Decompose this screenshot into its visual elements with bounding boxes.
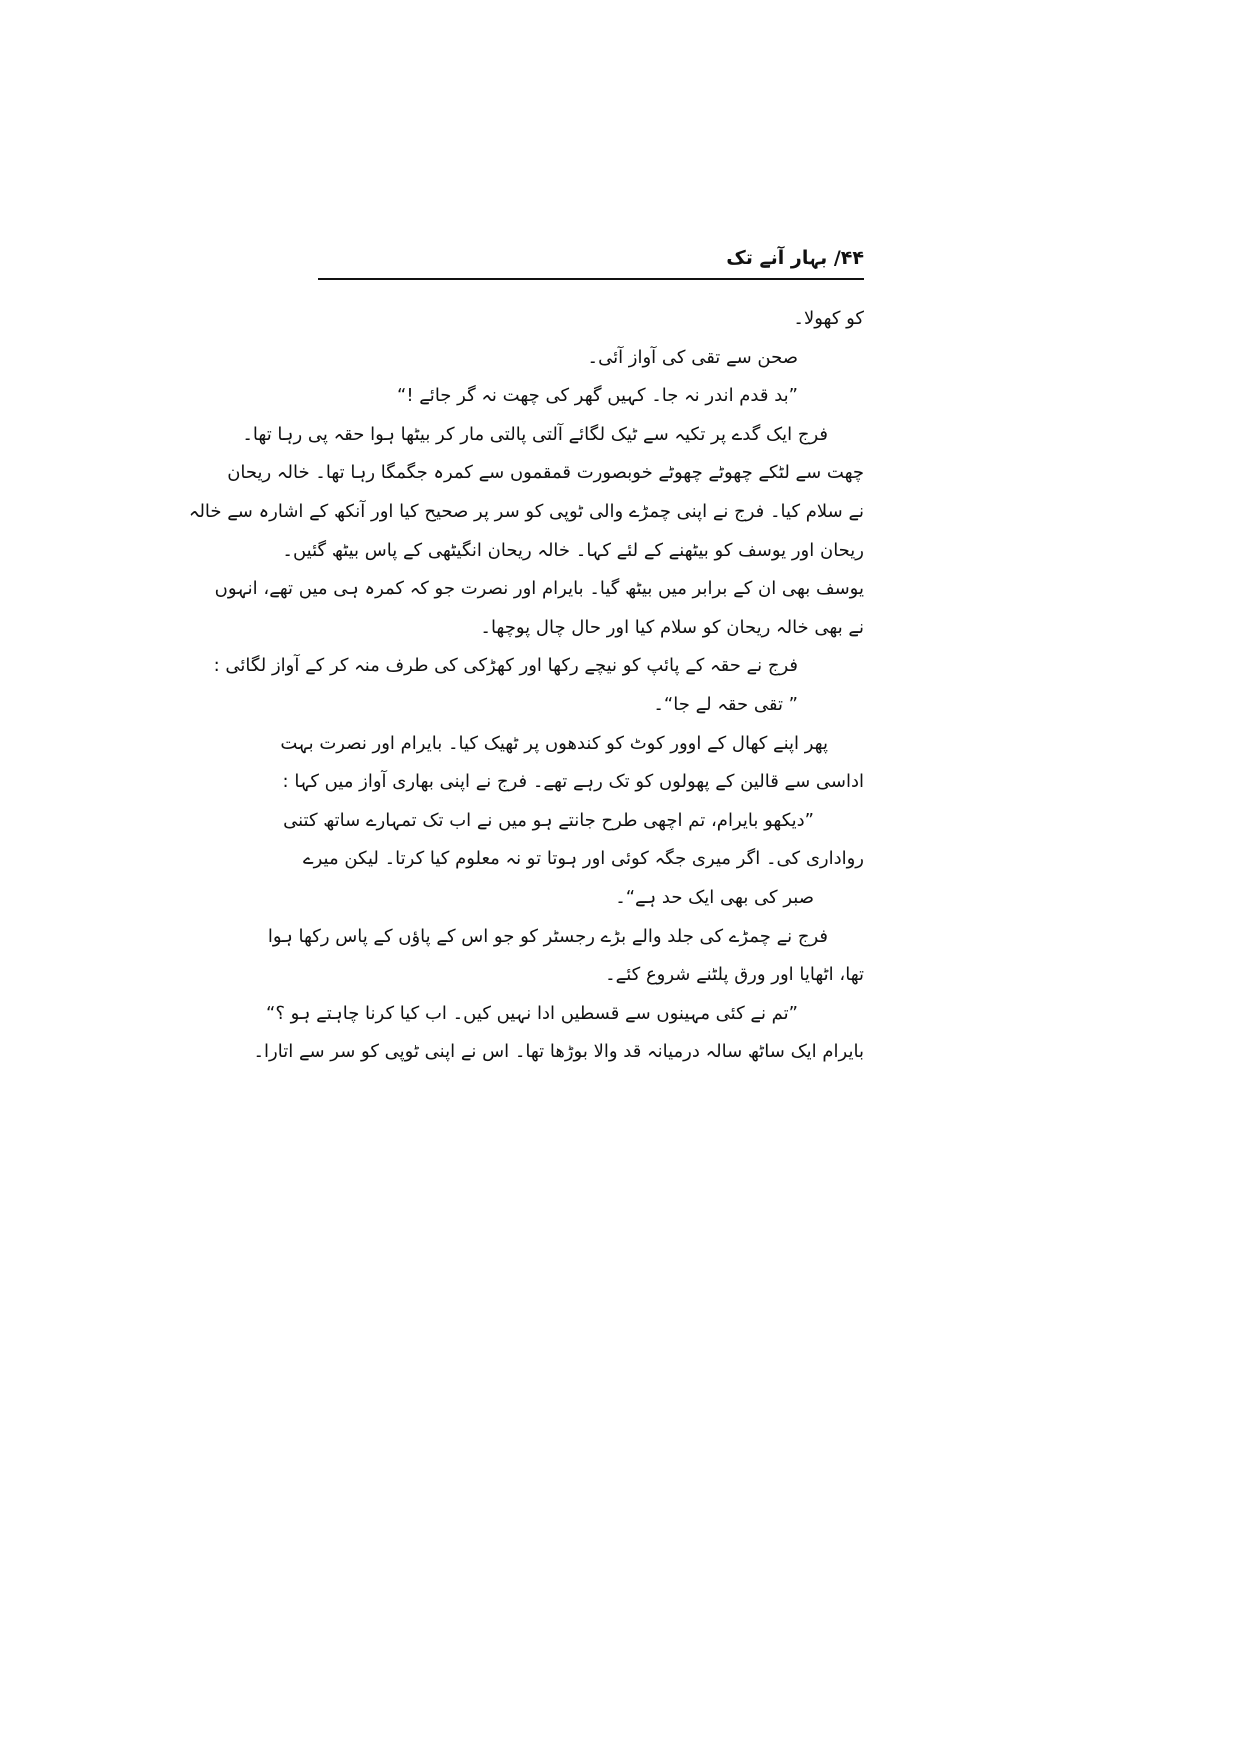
page-body bbox=[188, 300, 864, 1072]
text-line: تھا، اٹھایا اور ورق پلٹنے شروع کئے۔ bbox=[605, 964, 864, 986]
text-line: نے سلام کیا۔ فرج نے اپنی چمڑے والی ٹوپی کو سر پر صحیح کیا اور آنکھ کے اشارہ سے خالہ bbox=[188, 500, 864, 522]
text-line: یوسف بھی ان کے برابر میں بیٹھ گیا۔ بایرام اور نصرت جو کہ کمرہ ہی میں تھے، انہوں bbox=[214, 578, 864, 600]
text-line: کو کھولا۔ bbox=[793, 308, 864, 329]
text-line: پھر اپنے کھال کے اوور کوٹ کو کندھوں پر ٹھیک کیا۔ بایرام اور نصرت بہت bbox=[280, 732, 828, 754]
text-line: چھت سے لٹکے چھوٹے چھوٹے خوبصورت قمقموں سے کمرہ جگمگا رہا تھا۔ خالہ ریحان bbox=[227, 462, 864, 484]
header-divider bbox=[318, 278, 864, 280]
text-line: بایرام ایک ساٹھ سالہ درمیانہ قد والا بوڑھا تھا۔ اس نے اپنی ٹوپی کو سر سے اتارا۔ bbox=[253, 1041, 864, 1063]
text-line: ریحان اور یوسف کو بیٹھنے کے لئے کہا۔ خالہ ریحان انگیٹھی کے پاس بیٹھ گئیں۔ bbox=[282, 539, 864, 561]
text-line: ”دیکھو بایرام، تم اچھی طرح جانتے ہو میں نے اب تک تمہارے ساتھ کتنی bbox=[283, 809, 814, 831]
text-line: صحن سے تقی کی آواز آئی۔ bbox=[587, 346, 798, 368]
page-header-title: ۴۴/ بہار آنے تک bbox=[726, 247, 864, 269]
text-line: رواداری کی۔ اگر میری جگہ کوئی اور ہوتا تو نہ معلوم کیا کرتا۔ لیکن میرے bbox=[303, 848, 864, 870]
running-header bbox=[318, 244, 864, 272]
text-line: فرج ایک گدے پر تکیہ سے ٹیک لگائے آلتی پالتی مار کر بیٹھا ہوا حقہ پی رہا تھا۔ bbox=[242, 423, 828, 445]
text-line: نے بھی خالہ ریحان کو سلام کیا اور حال چال پوچھا۔ bbox=[480, 616, 864, 638]
text-line: صبر کی بھی ایک حد ہے“۔ bbox=[615, 886, 814, 908]
text-line: ”بد قدم اندر نہ جا۔ کہیں گھر کی چھت نہ گر جائے !“ bbox=[397, 385, 798, 407]
text-line: فرج نے چمڑے کی جلد والے بڑے رجسٹر کو جو اس کے پاؤں کے پاس رکھا ہوا bbox=[267, 925, 828, 947]
text-line: اداسی سے قالین کے پھولوں کو تک رہے تھے۔ فرج نے اپنی بھاری آواز میں کہا : bbox=[282, 771, 864, 793]
text-line: ” تقی حقہ لے جا“۔ bbox=[653, 693, 798, 715]
text-line: فرج نے حقہ کے پائپ کو نیچے رکھا اور کھڑکی کی طرف منہ کر کے آواز لگائی : bbox=[213, 655, 798, 677]
text-line: ”تم نے کئی مہینوں سے قسطیں ادا نہیں کیں۔ اب کیا کرنا چاہتے ہو ؟“ bbox=[266, 1002, 798, 1024]
